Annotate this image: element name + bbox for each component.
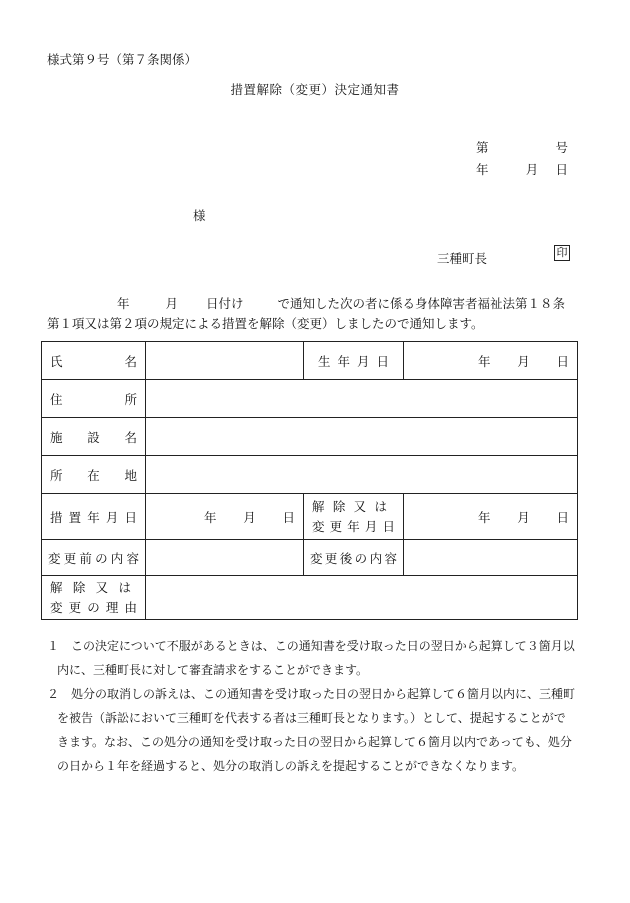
info-table: [41, 341, 578, 620]
label-location: 所 在 地: [50, 467, 137, 483]
table-row: [42, 456, 578, 494]
sender-mayor: 三種町長: [437, 251, 488, 266]
dai-label: 第: [476, 140, 489, 155]
label-facility-name: 施 設 名: [50, 429, 137, 445]
label-before-change: 変 更 前 の 内 容: [48, 550, 139, 566]
label-birthdate: 生 年 月 日: [318, 353, 389, 369]
issue-date-line: [476, 160, 568, 178]
label-after-change: 変 更 後 の 内 容: [310, 550, 397, 566]
table-row: [42, 342, 578, 380]
note-2-line-2: を被告（訴訟において三種町を代表する者は三種町長となります。）として、提起することがで: [57, 711, 566, 725]
before-change-value-cell[interactable]: [146, 540, 304, 576]
table-row: [42, 540, 578, 576]
note-1-line-2: 内に、三種町長に対して審査請求をすることができます。: [57, 663, 369, 677]
label-address: 住 所: [50, 391, 137, 407]
body-line-2: 第１項又は第２項の規定による措置を解除（変更）しましたので通知します。: [47, 316, 484, 331]
label-measure-date: 措 置 年 月 日: [50, 509, 137, 525]
label-release-date: 解 除 又 は 変 更 年 月 日: [312, 498, 395, 534]
table-row: [42, 418, 578, 456]
reason-value-cell[interactable]: [146, 576, 578, 620]
table-row: [42, 576, 578, 620]
seal-mark: 印: [554, 245, 570, 261]
go-label: 号: [555, 140, 568, 155]
location-value-cell[interactable]: [146, 456, 578, 494]
document-number-line: [476, 138, 568, 156]
body-text: [47, 294, 577, 334]
year-label: 年: [476, 162, 489, 177]
facility-name-value-cell[interactable]: [146, 418, 578, 456]
note-2-line-1: ２ 処分の取消しの訴えは、この通知書を受け取った日の翌日から起算して６箇月以内に、三種町: [47, 687, 576, 701]
table-row: [42, 380, 578, 418]
measure-date-value-cell[interactable]: 年 月 日: [146, 494, 304, 540]
table-row: [42, 494, 578, 540]
release-date-value-cell[interactable]: 年 月 日: [404, 494, 578, 540]
notes-section: [47, 634, 587, 778]
body-line-1: 年 月 日付け で通知した次の者に係る身体障害者福祉法第１８条: [117, 296, 566, 311]
after-change-value-cell[interactable]: [404, 540, 578, 576]
day-label: 日: [555, 162, 568, 177]
page-title: 措置解除（変更）決定通知書: [230, 82, 400, 97]
name-value-cell[interactable]: [146, 342, 304, 380]
label-name: 氏 名: [50, 353, 137, 369]
address-value-cell[interactable]: [146, 380, 578, 418]
addressee-honorific: 様: [193, 208, 206, 223]
month-label: 月: [525, 162, 539, 177]
note-2-line-3: きます。なお、この処分の通知を受け取った日の翌日から起算して６箇月以内であっても、処分: [57, 735, 572, 749]
note-1-line-1: １ この決定について不服があるときは、この通知書を受け取った日の翌日から起算して３箇月以: [47, 639, 575, 653]
birthdate-value-cell[interactable]: 年 月 日: [404, 342, 578, 380]
form-number: 様式第９号（第７条関係）: [47, 52, 198, 67]
label-reason: 解 除 又 は 変 更 の 理 由: [50, 579, 137, 615]
note-2-line-4: の日から１年を経過すると、処分の取消しの訴えを提起することができなくなります。: [57, 759, 525, 773]
